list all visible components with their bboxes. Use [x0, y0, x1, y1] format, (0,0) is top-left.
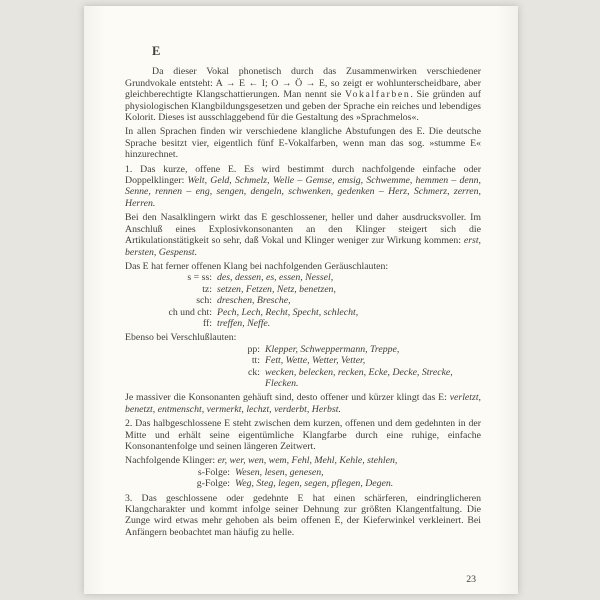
- body-text: 3. Das geschlossene oder gedehnte E hat einen schärferen, eindringlicheren Klangcharakter und kommt infolge seiner Dehnung zur größten Klangentfaltung. Die Zunge wird etwas mehr gehoben als beim offenen E, der Kieferwinkel verkleinert. Bei Anfängern beobachtet man häufig zu helle.: [125, 492, 481, 538]
- definition-examples: Klepper, Schweppermann, Treppe,: [265, 343, 400, 355]
- definition-label: g-Folge:: [196, 478, 230, 490]
- paragraph-list: [125, 66, 481, 538]
- section-heading: E: [152, 44, 161, 58]
- definition-examples: Weg, Steg, legen, segen, pflegen, Degen.: [235, 478, 394, 490]
- paragraph-nasalklinger: [125, 212, 481, 258]
- body-text: . Sie gründen auf physiologischen Klangbildungsgesetzen und geben der Sprache ein reiches und lebendiges Kolorit. Dieses ist ausschlaggebend für die Gestaltung des »Sprachmelos«.: [125, 89, 481, 124]
- definition-row: [125, 344, 481, 355]
- definition-examples: des, dessen, es, essen, Nessel,: [217, 272, 334, 284]
- paragraph-verschlusslaute-intro: [125, 332, 481, 343]
- example-words: er, wer, wen, wem, Fehl, Mehl, Kehle, stehlen,: [217, 455, 398, 467]
- example-words: verletzt, benetzt, entmenscht, vermerkt, lechzt, verderbt, Herbst.: [125, 392, 481, 415]
- definition-label: ck:: [248, 366, 260, 378]
- intro-paragraph: [125, 66, 481, 123]
- definition-row: [125, 307, 481, 318]
- definition-row: [125, 367, 481, 390]
- definition-label: s = ss:: [187, 272, 212, 284]
- example-words: erst, bersten, Gespenst.: [125, 235, 481, 258]
- definition-label: tz:: [202, 283, 212, 295]
- body-text: 1. Das kurze, offene E. Es wird bestimmt durch nachfolgende einfache oder Doppelklinger:: [125, 163, 481, 187]
- paragraph-3-geschlossenes-e: [125, 493, 481, 539]
- definition-label: tt:: [251, 355, 260, 367]
- definition-label: ff:: [202, 317, 212, 329]
- definition-row: [125, 355, 481, 366]
- paragraph-geraeuschlaute-intro: [125, 261, 481, 272]
- definition-row: [125, 272, 481, 283]
- paragraph-nachfolgende-klinger: [125, 455, 481, 466]
- paragraph-abstufungen: [125, 126, 481, 160]
- book-page: [84, 6, 518, 594]
- text-body: [125, 46, 481, 538]
- body-text: In allen Sprachen finden wir verschiedene klangliche Abstufungen des E. Die deutsche Sprache besitzt vier, eigentlich fünf E-Vokalfarben, wenn man das sog. »stumme E« hinzurechnet.: [125, 126, 481, 161]
- definition-row: [125, 284, 481, 295]
- definition-examples: Wesen, lesen, genesen,: [235, 466, 324, 478]
- paragraph-1-kurzes-offenes-e: [125, 164, 481, 210]
- example-words: Welt, Geld, Schmelz, Welle – Gemse, emsig, Schwemme, hemmen – denn, Senne, rennen – eng, sengen, dengeln, schwenken, gedenken – Herz, Schmerz, zerren, Herren.: [125, 175, 482, 209]
- definition-examples: wecken, belecken, recken, Ecke, Decke, Strecke, Flecken.: [265, 366, 453, 389]
- paragraph-2-halbgeschlossenes-e: [125, 418, 481, 452]
- definition-row: [125, 467, 481, 478]
- body-text: Je massiver die Konsonanten gehäuft sind, desto offener und kürzer klingt das E:: [125, 392, 450, 404]
- body-text: Vokalfarben: [345, 89, 411, 101]
- definition-examples: treffen, Neffe.: [217, 317, 271, 329]
- definition-examples: dreschen, Bresche,: [217, 295, 291, 307]
- definition-examples: Fett, Wette, Wetter, Vetter,: [265, 355, 366, 367]
- definition-examples: Pech, Lech, Recht, Specht, schlecht,: [217, 306, 359, 318]
- definition-label: pp:: [247, 343, 260, 355]
- definition-label: ch und cht:: [168, 306, 212, 318]
- body-text: 2. Das halbgeschlossene E steht zwischen dem kurzen, offenen und dem gedehnten in der Mitte und erhält seine eigentümliche Klangfarbe durch eine ruhige, einfache Konsonantenfolge und seinen längeren Zeitwert.: [125, 418, 481, 452]
- body-text: Ebenso bei Verschlußlauten:: [125, 332, 237, 344]
- page-number: 23: [466, 574, 476, 585]
- body-text: Das E hat ferner offenen Klang bei nachfolgenden Geräuschlauten:: [125, 260, 389, 272]
- definition-row: [125, 478, 481, 489]
- definition-row: [125, 318, 481, 329]
- definition-label: s-Folge:: [197, 466, 230, 478]
- definition-label: sch:: [196, 295, 212, 307]
- body-text: Nachfolgende Klinger:: [125, 455, 218, 467]
- body-text: Bei den Nasalklingern wirkt das E geschlossener, heller und daher ausdrucksvoller. Im Anschluß eines Explosivkonsonanten an den Klinger steigert sich die Artikulationstätigkeit so sehr, daß Vokal und Klinger weniger zur Wirkung kommen:: [125, 212, 481, 247]
- definition-examples: setzen, Fetzen, Netz, benetzen,: [217, 283, 336, 295]
- definition-row: [125, 295, 481, 306]
- paragraph-konsonanten-haeufung: [125, 392, 481, 415]
- body-text: Da dieser Vokal phonetisch durch das Zusammenwirken verschiedener Grundvokale entsteht: A → E ← I; O → Ö → E, so zeigt er wohlunterscheidbare, aber gleichberechtigte Klangschattierungen. Man nennt sie: [125, 66, 481, 101]
